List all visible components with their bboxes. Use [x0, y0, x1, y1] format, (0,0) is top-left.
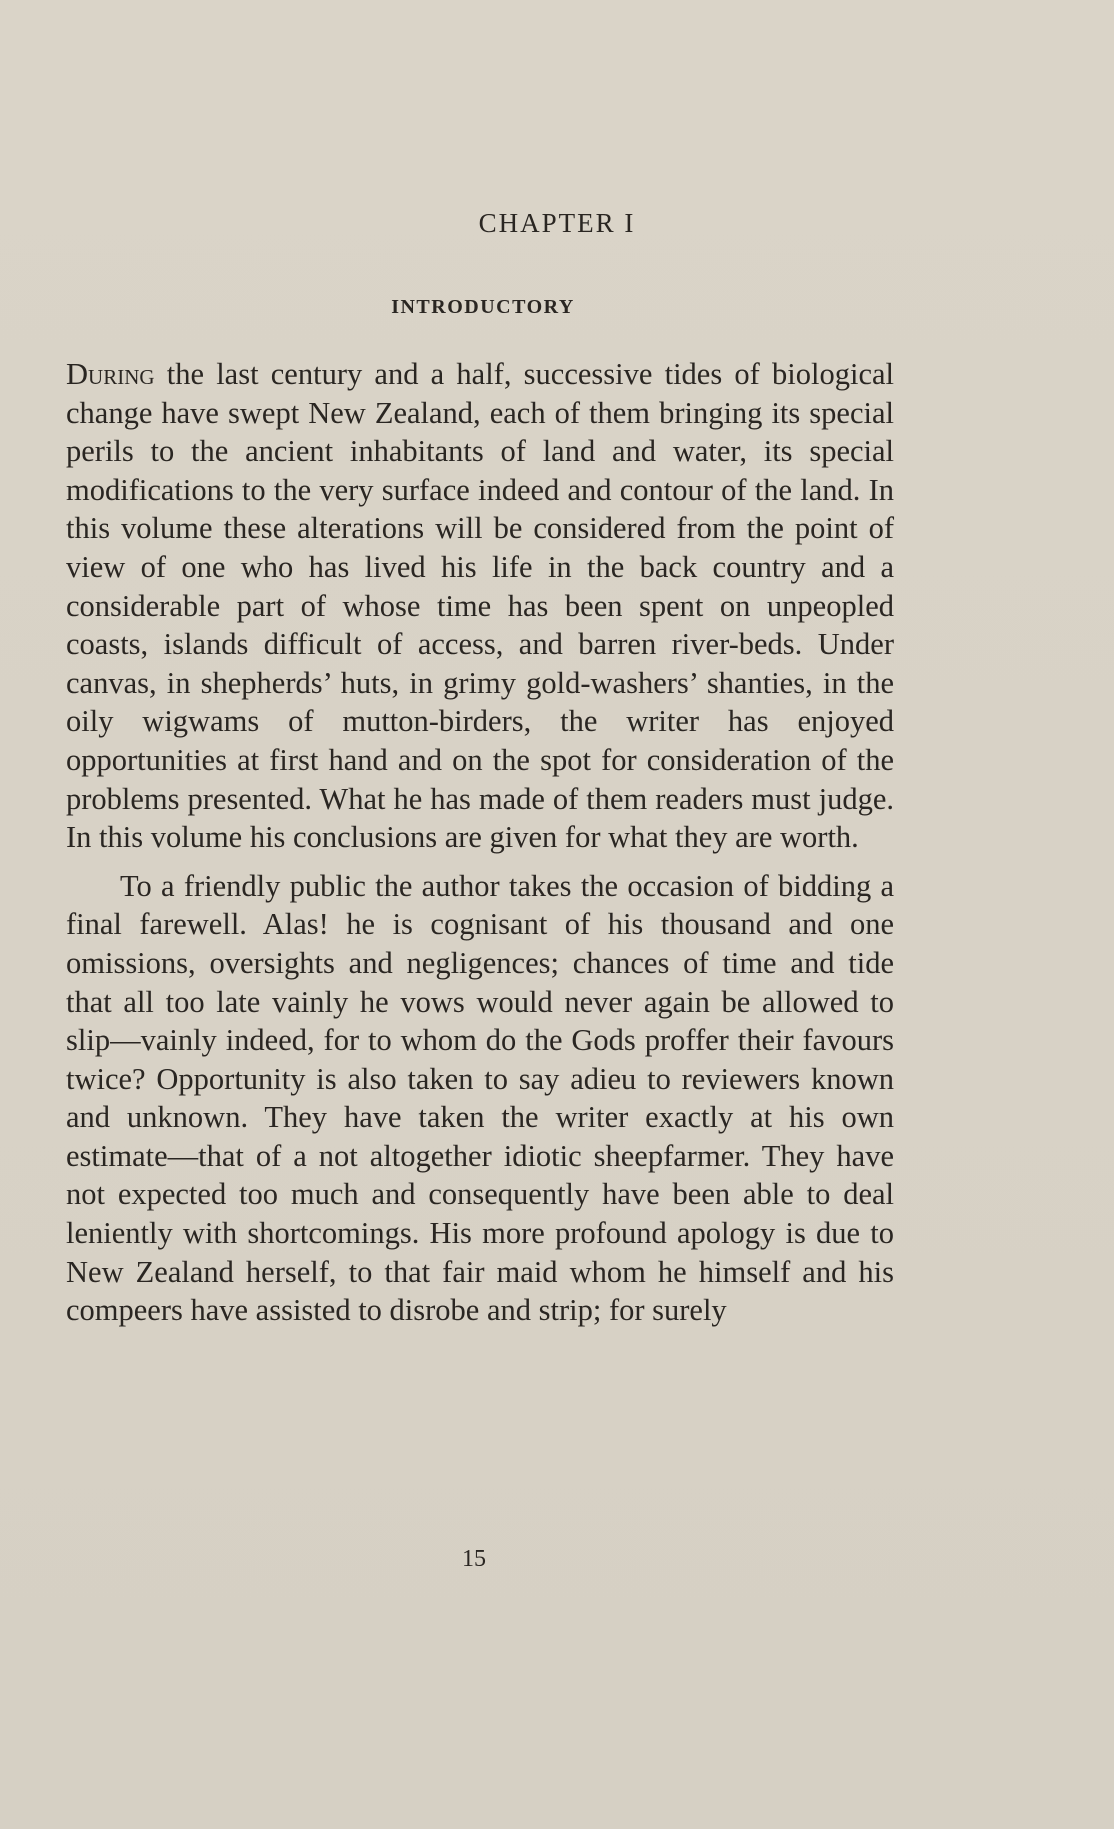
chapter-heading: CHAPTER I	[478, 208, 636, 238]
paragraph: To a friendly public the author takes the occasion of bidding a final farewell. Alas! he is cognisant of his thousand and one omissions, oversights and negligences; chances of time and tide that all too late vainly he vows would never again be allowed to slip—vainly indeed, for to whom do the Gods proffer their favours twice? Opportunity is also taken to say adieu to reviewers known and unknown. They have taken the writer exactly at his own estimate—that of a not altogether idiotic sheepfarmer. They have not expected too much and consequently have been able to deal leniently with shortcomings. His more profound apology is due to New Zealand herself, to that fair maid whom he himself and his compeers have assisted to disrobe and strip; for surely	[66, 868, 894, 1328]
chapter-title: INTRODUCTORY	[391, 296, 575, 318]
page-number: 15	[462, 1546, 486, 1572]
body-text	[66, 355, 894, 1330]
paragraph	[66, 355, 894, 857]
paragraph-text: the last century and a half, successive tides of biological change have swept New Zealand, each of them bringing its special perils to the ancient inhabitants of land and water, its special modifications to the very surface indeed and contour of the land. In this volume these alterations will be considered from the point of view of one who has lived his life in the back country and a considerable part of whose time has been spent on unpeopled coasts, islands difficult of access, and barren river-beds. Under canvas, in shepherds’ huts, in grimy gold-washers’ shanties, in the oily wigwams of mutton-birders, the writer has enjoyed opportunities at first hand and on the spot for consideration of the problems presented. What he has made of them readers must judge. In this volume his conclusions are given for what they are worth.	[66, 357, 894, 855]
opening-word: During	[66, 357, 155, 391]
